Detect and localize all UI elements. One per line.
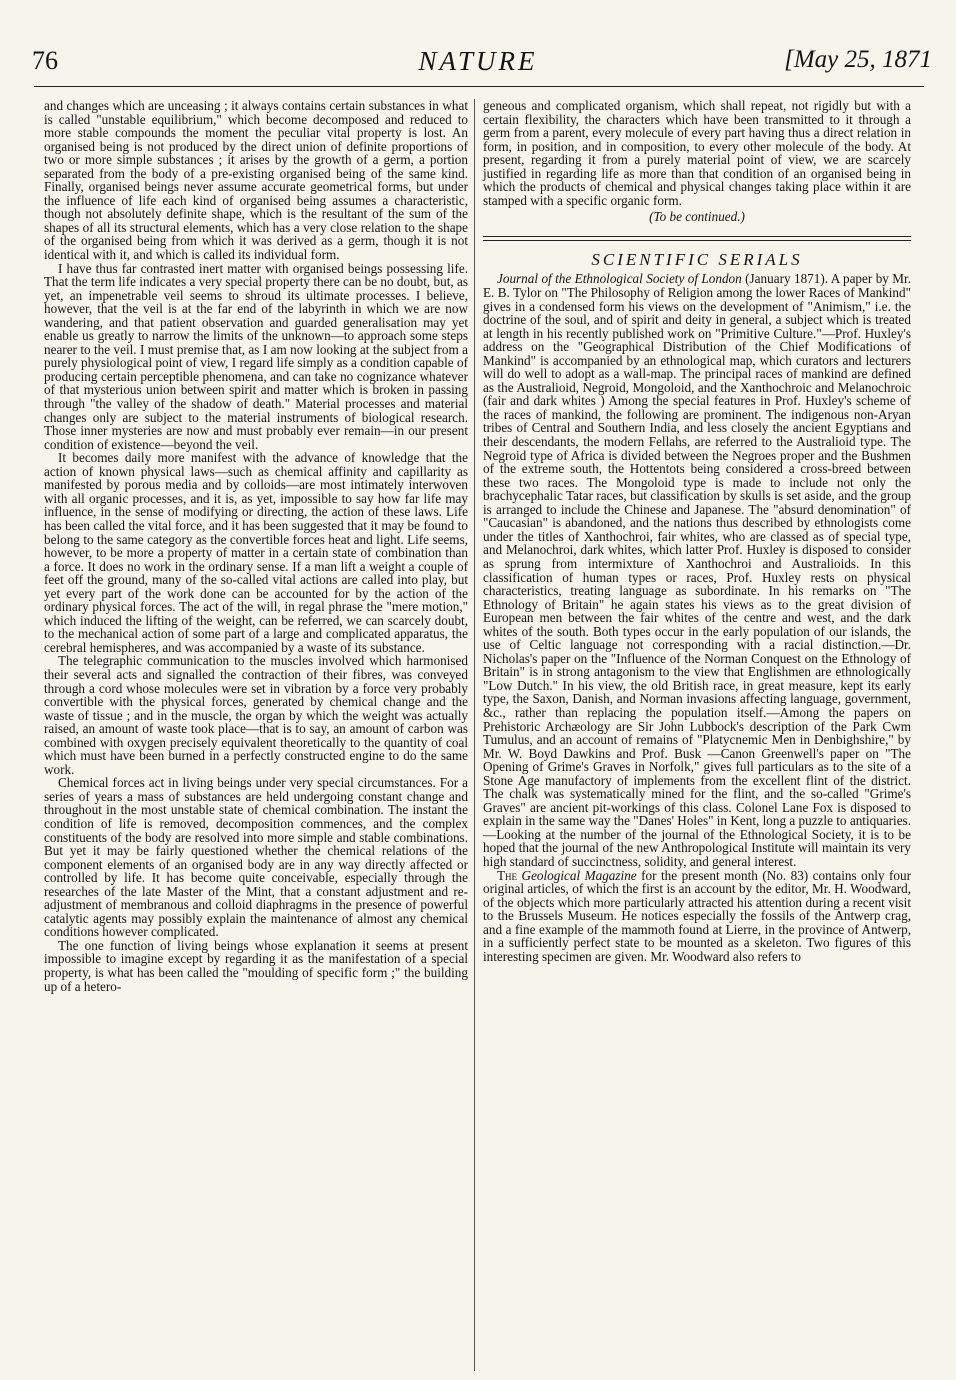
journal-title: NATURE bbox=[418, 46, 538, 76]
left-paragraph-6: The one function of living beings whose explanation it seems at present impossible to imagine except by regarding it as the manifestation of a special property, is what has been called the "moulding of specific form ;" the building up of a hetero- bbox=[44, 937, 468, 994]
ethnological-journal-paragraph bbox=[483, 272, 911, 868]
to-be-continued: (To be continued.) bbox=[649, 209, 745, 225]
geological-magazine-paragraph bbox=[483, 869, 911, 964]
left-paragraph-1: and changes which are unceasing ; it always contains certain substances in what is called "unstable equilibrium," which become decomposed and reduced to more stable compounds the moment the peculiar vital property is lost. An organised being is not produced by the direct union of definite proportions of two or more simple substances ; it arises by the growth of a germ, a portion separated from the body of a pre-existing organised being of the same kind. Finally, organised beings never assume accurate geometrical forms, but under the influence of life each kind of organised being assumes a characteristic, though not absolutely definite shape, which is the resultant of the sum of the shapes of all its structural elements, which has a very close relation to the shape of the organised being from which it was derived as a germ, though it is not identical with it, and which is called its individual form. bbox=[44, 98, 468, 263]
left-paragraph-4: The telegraphic communication to the muscles involved which harmonised their several acts and signalled the contraction of their fibres, was conveyed through a cord whose molecules were set in vibration by a force very probably convertible with the physical forces, generated by chemical change and the waste of tissue ; and in the muscle, the organ by which the weight was actually raised, an amount of waste took place—that is to say, an amount of carbon was combined with oxygen precisely equivalent theoretically to the quantity of coal which must have been burned in a perfectly constructed engine to do the same work. bbox=[44, 653, 468, 777]
geological-magazine-title: Geological Magazine bbox=[521, 867, 637, 883]
header-rule bbox=[34, 86, 924, 87]
section-rule bbox=[483, 236, 911, 241]
section-heading: SCIENTIFIC SERIALS bbox=[591, 249, 803, 269]
issue-date: [May 25, 1871 bbox=[784, 46, 932, 73]
geological-magazine-text: for the present month (No. 83) contains only four original articles, of which the first is an account by the editor, Mr. H. Woodward, of the objects which more particularly attracted his attention during a recent visit to the Brussels Museum. He notices especially the fossils of the Antwerp crag, and a fine example of the mammoth found at Lierre, in the province of Antwerp, in a sufficiently perfect state to be mounted as a skeleton. Two figures of this interesting specimen are given. Mr. Woodward also refers to bbox=[483, 867, 911, 964]
page-number: 76 bbox=[32, 46, 58, 75]
left-paragraph-3: It becomes daily more manifest with the advance of knowledge that the action of known physical laws—such as chemical affinity and capillarity as manifested by porous media and by colloids—are most intimately interwoven with all organic processes, and it is, as yet, impossible to say how far life may influence, in the sense of modifying or directing, the action of these laws. Life has been called the vital force, and it has been suggested that it may be found to belong to the same category as the convertible forces heat and light. Life seems, however, to be more a property of matter in a certain state of combination than a force. It does no work in the ordinary sense. If a man lift a weight a couple of feet off the ground, many of the so-called vital actions are called into play, but yet every part of the work done can be accounted for by the action of the ordinary physical forces. The act of the will, in regal phrase the "mere motion," which induced the lifting of the weight, can be referred, we can scarcely doubt, to the mechanical action of some part of a large and complicated apparatus, the cerebral hemispheres, and was accompanied by a waste of its substance. bbox=[44, 450, 468, 655]
ethnological-journal-text: (January 1871). A paper by Mr. E. B. Tylor on "The Philosophy of Religion among the lower Races of Mankind" gives in a condensed form his views on the development of "Animism," i.e. the doctrine of the soul, and of spirit and deity in general, a subject which is treated at length in his recently published work on "Primitive Culture."—Prof. Huxley's address on the "Geographical Distribution of the Chief Modifications of Mankind" is accompanied by an ethnological map, which curators and lecturers will do well to adopt as a wall-map. The principal races of mankind are defined as the Australioid, Negroid, Mongoloid, and the Xanthochroic and Melanochroic (fair and dark whites ) Among the special features in Prof. Huxley's scheme of the races of mankind, the following are prominent. The indigenous non-Aryan tribes of Central and Southern India, and less closely the ancient Egyptians and their descendants, the modern Fellahs, are referred to the Australioid type. The Negroid type of Africa is divided between the Negroes proper and the Bushmen of the extreme south, the Hottentots being considered a cross-breed between these two races. The Mongoloid type is made to include not only the brachycephalic Tatar races, but classification by skulls is set aside, and the group is arranged to include the Chinese and Japanese. The "absurd denomination" of "Caucasian" is abandoned, and the nations thus described by ethnologists come under the titles of Xanthochroi, fair whites, who are classed as of special type, and Melanochroi, dark whites, which latter Prof. Huxley is disposed to consider as sprung from intermixture of Xanthochroi and Australioids. In this classification of human types or races, Prof. Huxley rests on physical characteristics, treating language as subordinate. In his remarks on "The Ethnology of Britain" he again states his views as to the great division of European men between the fair whites of the centre and west, and the dark whites of the south. Both types occur in the early population of our islands, the use of Celtic language not corresponding with a racial distinction.—Dr. Nicholas's paper on the "Influence of the Norman Conquest on the Ethnology of Britain" is in strong antagonism to the view that Englishmen are ethnologically "Low Dutch." In his view, the old British race, in great measure, kept its early type, the Saxon, Danish, and Norman invasions affecting language, government, &c., rather than replacing the population itself.—Among the papers on Prehistoric Archæology are Sir John Lubbock's description of the Park Cwm Tumulus, and an account of remains of "Platycnemic Men in Denbighshire," by Mr. W. Boyd Dawkins and Prof. Busk —Canon Greenwell's paper on "The Opening of Grime's Graves in Norfolk," gives full particulars as to the site of a Stone Age manufactory of implements from the excellent flint of the district. The chalk was systematically mined for the flint, and the so-called "Grime's Graves" are ancient pit-workings of this class. Colonel Lane Fox is disposed to explain in the same way the "Danes' Holes" in Kent, long a puzzle to antiquaries.—Looking at the number of the journal of the Ethnological Society, it is to be hoped that the journal of the new Anthropological Institute will maintain its very high standard of succinctness, solidity, and general interest. bbox=[483, 271, 911, 869]
page-header bbox=[24, 46, 932, 86]
left-paragraph-2: I have thus far contrasted inert matter with organised beings possessing life. That the term life indicates a very special property there can be no doubt, but, as yet, an impenetrable veil seems to shroud its ultimate processes. I believe, however, that the veil is at the far end of the labyrinth in which we are now wandering, and that patient observation and guarded generalisation may yet enable us greatly to narrow the limits of the unknown—to approach some steps nearer to the veil. I must premise that, as I am now looking at the subject from a purely physiological point of view, I regard life simply as a condition capable of producing certain perceptible phenomena, and can take no cognizance whatever of that mysterious union between spirit and matter which is broken in passing through "the valley of the shadow of death." Material processes and material changes only are subject to the material instruments of biological research. Those inner mysteries are now and must probably ever remain—in our present condition of existence—beyond the veil. bbox=[44, 260, 468, 452]
left-paragraph-5: Chemical forces act in living beings under very special circumstances. For a series of years a mass of substances are held undergoing constant change and throughout in the most unstable state of chemical combination. The instant the condition of life is removed, decomposition commences, and the complex constituents of the body are resolved into more simple and stable combinations. But yet it may be fairly questioned whether the chemical relations of the component elements of an organised body are in any way directly affected or controlled by life. It has become quite conceivable, especially through the researches of the late Master of the Mint, that a constant adjustment and re-adjustment of membranous and colloid diaphragms in the presence of powerful catalytic agents may possibly explain the maintenance of almost any chemical conditions however complicated. bbox=[44, 775, 468, 940]
column-divider bbox=[474, 99, 475, 1371]
right-intro-paragraph: geneous and complicated organism, which shall repeat, not rigidly but with a certain flexibility, the characters which have been transmitted to it through a germ from a parent, every molecule of every part having thus a direct relation in form, in position, and in composition, to every other molecule of the body. At present, regarding it from a purely material point of view, we are scarcely justified in regarding life as more than that condition of an organised being in which the products of chemical and physical changes taking place within it are stamped with a specific organic form. bbox=[483, 98, 911, 208]
geological-the: The bbox=[497, 867, 518, 883]
left-column bbox=[44, 99, 468, 993]
right-column bbox=[483, 99, 911, 963]
ethnological-journal-title: Journal of the Ethnological Society of London bbox=[497, 271, 742, 287]
